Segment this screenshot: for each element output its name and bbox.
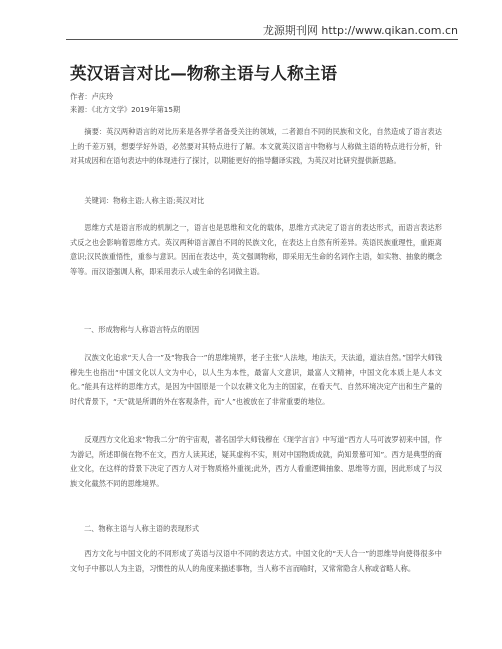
site-header[interactable]: 龙源期刊网 http://www.qikan.com.cn bbox=[262, 24, 458, 37]
section-1-heading: 一、形成物称与人称语言特点的原因 bbox=[84, 325, 200, 334]
section-2-heading: 二、物称主语与人称主语的表现形式 bbox=[84, 524, 200, 533]
article-source: 来源：《北方文学》2019年第15期 bbox=[70, 105, 181, 114]
paragraph-3: 反观西方文化追求“物我二分”的宇宙观，著名国学大师钱穆在《现学言言》中写道“西方人马可波罗初来中国，作为游记，所述即倘在物不在文，西方人读其述，疑其虚构不实，则对中国物质成就，尚知景慕可知”。西方是典型的商业文化，在这样的背景下决定了西方人对于物质格外重视;此外，西方人看重逻辑抽象、思维等方面，因此形成了与汉族文化截然不同的思维境界。 bbox=[70, 435, 442, 489]
header-divider bbox=[66, 39, 458, 40]
article-title: 英汉语言对比—物称主语与人称主语 bbox=[70, 64, 338, 83]
abstract: 摘要：英汉两种语言的对比历来是各界学者备受关注的领域，二者源自不同的民族和文化，自然造成了语言表达上的千差万别，想要学好外语，必然要对其特点进行了解。本文就英汉语言中物称与人称做主语的特点进行分析，针对其成因和在语句表达中的体现进行了探讨，以期能更好的指导翻译实践，为英汉对比研究提供新思路。 bbox=[70, 127, 442, 166]
article-author: 作者：卢庆玲 bbox=[70, 92, 114, 101]
paragraph-2: 汉族文化追求“天人合一”及“物我合一”的思维境界，老子主张“人法地，地法天，天法道，道法自然。”国学大师钱穆先生也指出“中国文化以人文为中心，以人生为本性，最富人文意识，最富人文精神，中国文化本质上是人本文化。”能具有这样的思维方式，是因为中国原是一个以农耕文化为主的国家，在看天气、自然环境决定产出和生产量的时代背景下，“天”就是所谓的外在客观条件，而“人”也被放在了非常重要的地位。 bbox=[70, 353, 442, 407]
paragraph-1: 思维方式是语言形成的机制之一，语言也是思维和文化的载体，思维方式决定了语言的表达形式，而语言表达形式反之也会影响着思维方式。英汉两种语言源自不同的民族文化，在表达上自然有所差异。英语民族重理性，重距离意识;汉民族重悟性，重参与意识。因而在表达中，英文强调物称，即采用无生命的名词作主语，如实物、抽象的概念等等。而汉语强调人称，即采用表示人或生命的名词做主语。 bbox=[70, 223, 442, 277]
keywords: 关键词：物称主语;人称主语;英汉对比 bbox=[84, 196, 205, 205]
paragraph-4: 西方文化与中国文化的不同形成了英语与汉语中不同的表达方式。中国文化的“天人合一”的思维导向使得很多中文句子中都以人为主语，习惯性的从人的角度来描述事物，当人称不言而喻时，又常常隐含人称或省略人称。 bbox=[70, 549, 442, 573]
